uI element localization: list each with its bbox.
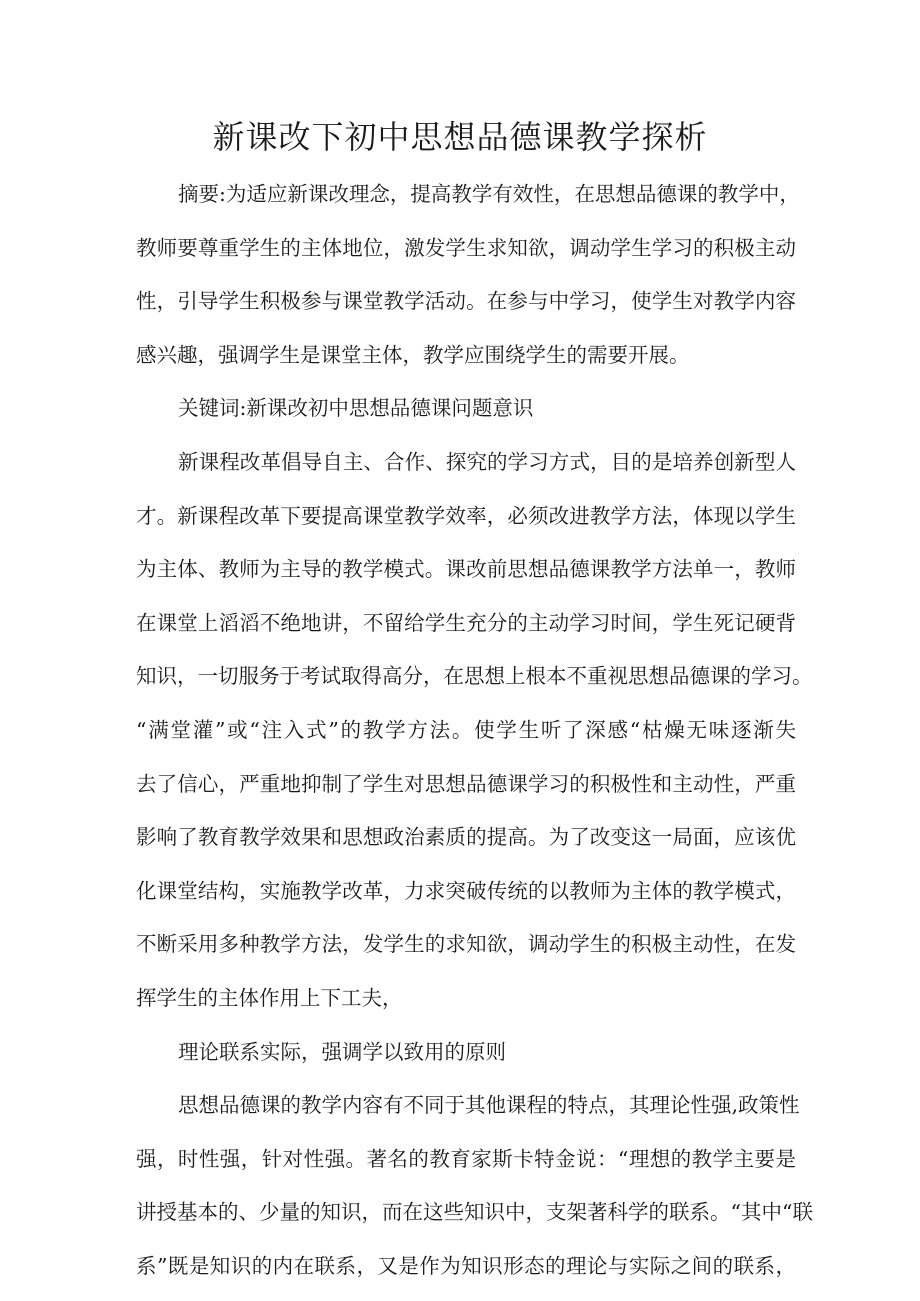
text-line: 化课堂结构，实施教学改革，力求突破传统的以教师为主体的教学模式， [136, 878, 796, 903]
text-line: “满堂灌”或“注入式”的教学方法。使学生听了深感“枯燥无味逐渐失 [136, 717, 796, 742]
text-line: 思想品德课的教学内容有不同于其他课程的特点，其理论性强,政策性 [178, 1093, 800, 1118]
text-line: 系”既是知识的内在联系，又是作为知识形态的理论与实际之间的联系， [136, 1253, 796, 1278]
keywords-line: 关键词:新课改初中思想品德课问题意识 [178, 396, 534, 421]
text-line: 去了信心，严重地抑制了学生对思想品德课学习的积极性和主动性，严重 [136, 771, 796, 796]
body-paragraph-2 [136, 1079, 813, 1293]
text-line: 影响了教育教学效果和思想政治素质的提高。为了改变这一局面，应该优 [136, 825, 796, 850]
section-heading: 理论联系实际，强调学以致用的原则 [178, 1039, 506, 1064]
text-line: 强，时性强，针对性强。著名的教育家斯卡特金说：“理想的教学主要是 [136, 1146, 796, 1171]
document-title: 新课改下初中思想品德课教学探析 [212, 118, 708, 156]
text-line: 摘要:为适应新课改理念，提高教学有效性，在思想品德课的教学中， [178, 182, 800, 206]
text-line: 为主体、教师为主导的教学模式。课改前思想品德课教学方法单一，教师 [136, 557, 796, 582]
text-line: 挥学生的主体作用上下工夫， [136, 985, 403, 1010]
text-line: 在课堂上滔滔不绝地讲，不留给学生充分的主动学习时间，学生死记硬背 [136, 610, 796, 635]
text-line: 知识，一切服务于考试取得高分，在思想上根本不重视思想品德课的学习。 [136, 664, 813, 689]
abstract-paragraph [136, 168, 800, 382]
text-line: 感兴趣，强调学生是课堂主体，教学应围绕学生的需要开展。 [136, 342, 690, 367]
text-line: 不断采用多种教学方法，发学生的求知欲，调动学生的积极主动性，在发 [136, 932, 796, 957]
document-body [136, 168, 813, 1293]
body-paragraph-1 [136, 436, 813, 1026]
text-line: 新课程改革倡导自主、合作、探究的学习方式，目的是培养创新型人 [178, 449, 796, 474]
text-line: 讲授基本的、少量的知识，而在这些知识中，支架著科学的联系。“其中“联 [136, 1200, 813, 1225]
text-line: 性，引导学生积极参与课堂教学活动。在参与中学习，使学生对教学内容 [136, 289, 796, 314]
text-line: 才。新课程改革下要提高课堂教学效率，必须改进教学方法，体现以学生 [136, 503, 796, 528]
text-line: 教师要尊重学生的主体地位，激发学生求知欲，调动学生学习的积极主动 [136, 235, 796, 260]
